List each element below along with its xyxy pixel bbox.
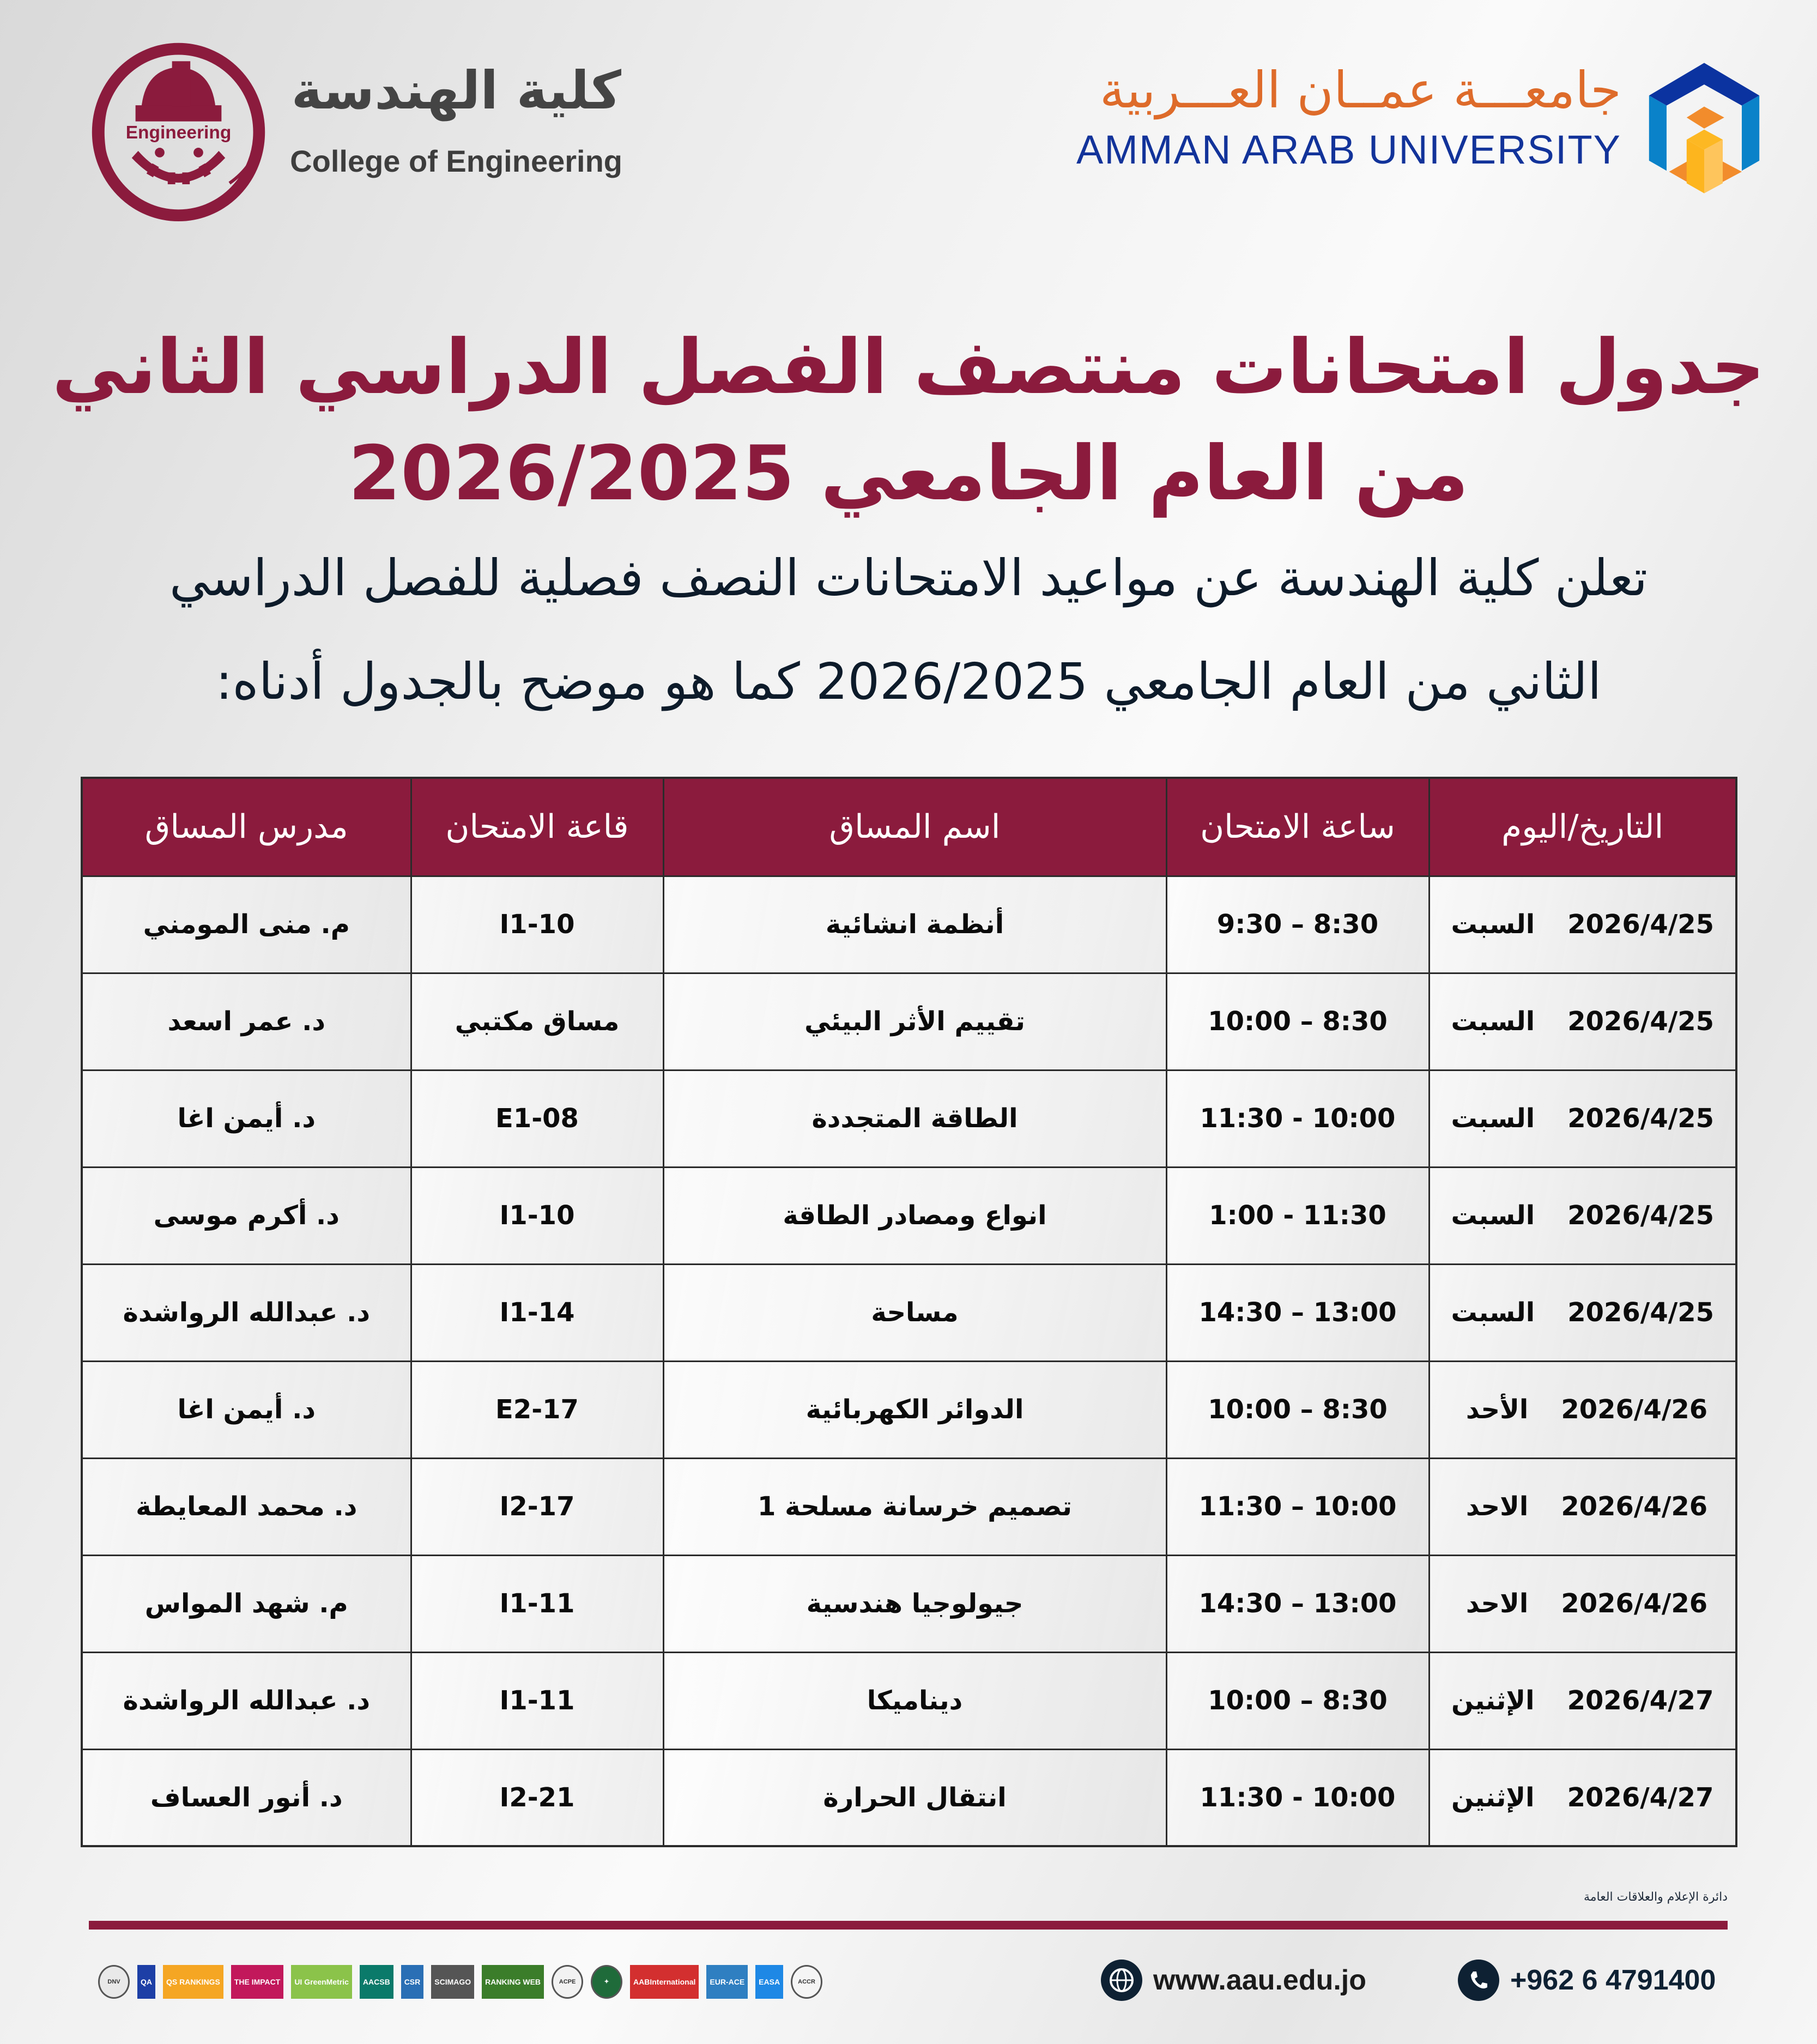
greenmetric-icon: UI GreenMetric — [291, 1965, 352, 1999]
cell-date-day — [1429, 973, 1736, 1070]
course-name: مساحة — [871, 1297, 959, 1328]
exam-room: E2-17 — [495, 1394, 579, 1425]
instructor-name: د. عبدالله الرواشدة — [123, 1297, 370, 1328]
table-row — [82, 1458, 1736, 1555]
cell-exam-room — [411, 1264, 663, 1361]
exam-room: I1-11 — [499, 1685, 575, 1716]
logo-engineering-label: Engineering — [125, 123, 232, 143]
cell-instructor — [82, 1458, 411, 1555]
exam-room: I1-14 — [499, 1297, 575, 1328]
exam-time: 14:30 – 13:00 — [1198, 1588, 1397, 1619]
cell-exam-room — [411, 1652, 663, 1749]
exam-date: 2026/4/25 — [1567, 1006, 1715, 1037]
table-row — [82, 1555, 1736, 1652]
qa-logo-icon: QA — [137, 1965, 155, 1999]
phone-icon — [1458, 1960, 1499, 2001]
course-name: ديناميكا — [867, 1685, 963, 1716]
exam-room: I2-17 — [499, 1491, 575, 1522]
cell-exam-time — [1166, 1070, 1429, 1167]
exam-date: 2026/4/25 — [1567, 909, 1715, 940]
accreditation-progress-icon: ACCR — [791, 1965, 822, 1999]
cell-exam-room — [411, 876, 663, 973]
aacsb-icon: AACSB — [360, 1965, 393, 1999]
college-name-english: College of Engineering — [290, 144, 622, 178]
university-name-english: AMMAN ARAB UNIVERSITY — [1076, 127, 1621, 172]
exam-date: 2026/4/25 — [1567, 1200, 1715, 1231]
cell-instructor — [82, 973, 411, 1070]
webometrics-icon: RANKING WEB — [482, 1965, 544, 1999]
cell-instructor — [82, 1361, 411, 1458]
instructor-name: د. أيمن اغا — [177, 1103, 316, 1134]
cell-exam-room — [411, 973, 663, 1070]
header-instructor: مدرس المساق — [82, 778, 411, 876]
islamic-seal-icon: ✦ — [591, 1965, 622, 1999]
cell-instructor — [82, 1749, 411, 1846]
cell-date-day — [1429, 1652, 1736, 1749]
exam-day: السبت — [1451, 1006, 1535, 1037]
course-name: انواع ومصادر الطاقة — [783, 1200, 1047, 1231]
exam-day: الأحد — [1465, 1394, 1529, 1425]
exam-day: السبت — [1451, 1297, 1535, 1328]
college-of-engineering-logo — [84, 35, 272, 223]
exam-time: 10:00 – 8:30 — [1208, 1006, 1388, 1037]
intro-text-line-1: تعلن كلية الهندسة عن مواعيد الامتحانات النصف فصلية للفصل الدراسي — [169, 549, 1648, 607]
qs-rankings-icon: QS RANKINGS — [163, 1965, 223, 1999]
instructor-name: د. أيمن اغا — [177, 1394, 316, 1425]
cell-exam-time — [1166, 1749, 1429, 1846]
acpe-icon: ACPE — [552, 1965, 583, 1999]
dnv-badge-icon: DNV — [98, 1965, 130, 1999]
course-name: الطاقة المتجددة — [811, 1103, 1018, 1134]
easa-icon: EASA — [755, 1965, 783, 1999]
exam-day: الإثنين — [1451, 1782, 1535, 1813]
cell-course-name — [663, 1652, 1166, 1749]
exam-time: 10:00 – 8:30 — [1208, 1394, 1388, 1425]
course-name: تقييم الأثر البيئي — [804, 1006, 1025, 1037]
cell-instructor — [82, 1652, 411, 1749]
exam-date: 2026/4/27 — [1567, 1782, 1714, 1813]
table-row — [82, 876, 1736, 973]
exam-room: I1-11 — [499, 1588, 575, 1619]
cell-course-name — [663, 973, 1166, 1070]
website-link[interactable]: www.aau.edu.jo — [1153, 1964, 1367, 1996]
exam-time: 14:30 – 13:00 — [1198, 1297, 1397, 1328]
the-impact-rankings-icon: THE IMPACT — [231, 1965, 284, 1999]
instructor-name: م. منى المومني — [143, 909, 350, 940]
exam-time: 11:30 – 10:00 — [1198, 1491, 1397, 1522]
exam-date: 2026/4/25 — [1567, 1103, 1715, 1134]
table-row — [82, 1264, 1736, 1361]
table-row — [82, 1167, 1736, 1264]
cell-course-name — [663, 1264, 1166, 1361]
cell-exam-time — [1166, 876, 1429, 973]
aab-international-icon: AABInternational — [630, 1965, 699, 1999]
exam-day: السبت — [1451, 1103, 1535, 1134]
exam-day: الاحد — [1465, 1588, 1529, 1619]
university-name-arabic: جامعـــة عمــان العـــربية — [1099, 61, 1621, 119]
phone-number[interactable]: +962 6 4791400 — [1510, 1964, 1716, 1996]
cell-course-name — [663, 1070, 1166, 1167]
globe-icon — [1101, 1960, 1142, 2001]
cell-instructor — [82, 1070, 411, 1167]
cell-date-day — [1429, 1167, 1736, 1264]
exam-room: E1-08 — [495, 1103, 579, 1134]
cell-exam-time — [1166, 1652, 1429, 1749]
cell-course-name — [663, 1555, 1166, 1652]
cell-exam-time — [1166, 1264, 1429, 1361]
exam-schedule-table — [81, 777, 1737, 1847]
cell-instructor — [82, 1167, 411, 1264]
exam-time: 11:30 - 10:00 — [1200, 1103, 1396, 1134]
instructor-name: د. أنور العساف — [150, 1782, 343, 1813]
exam-day: الاحد — [1465, 1491, 1529, 1522]
accreditation-logos — [98, 1956, 981, 2007]
instructor-name: د. عبدالله الرواشدة — [123, 1685, 370, 1716]
cell-exam-room — [411, 1555, 663, 1652]
instructor-name: م. شهد المواس — [144, 1588, 348, 1619]
header-date-day: التاريخ/اليوم — [1429, 778, 1736, 876]
cell-date-day — [1429, 1070, 1736, 1167]
table-header-row — [82, 778, 1736, 876]
exam-time: 9:30 – 8:30 — [1216, 909, 1379, 940]
exam-time: 10:00 – 8:30 — [1208, 1685, 1388, 1716]
cell-exam-time — [1166, 1555, 1429, 1652]
exam-room: مساق مكتبي — [455, 1006, 620, 1037]
course-name: أنظمة انشائية — [825, 909, 1004, 940]
instructor-name: د. أكرم موسى — [153, 1200, 340, 1231]
cell-exam-room — [411, 1070, 663, 1167]
exam-date: 2026/4/26 — [1561, 1491, 1708, 1522]
cell-course-name — [663, 876, 1166, 973]
cell-exam-room — [411, 1749, 663, 1846]
course-name: جيولوجيا هندسية — [806, 1588, 1023, 1619]
exam-time: 11:30 - 10:00 — [1200, 1782, 1396, 1813]
cell-date-day — [1429, 1458, 1736, 1555]
cell-date-day — [1429, 1555, 1736, 1652]
instructor-name: د. محمد المعايطة — [136, 1491, 358, 1522]
course-name: انتقال الحرارة — [823, 1782, 1007, 1813]
footer-divider — [89, 1921, 1728, 1930]
page-title-line-2: من العام الجامعي 2026/2025 — [348, 430, 1469, 517]
college-name-arabic: كلية الهندسة — [291, 60, 621, 121]
cell-exam-room — [411, 1361, 663, 1458]
cell-instructor — [82, 1555, 411, 1652]
cell-exam-time — [1166, 973, 1429, 1070]
exam-date: 2026/4/26 — [1561, 1588, 1708, 1619]
eur-ace-icon: EUR-ACE — [706, 1965, 748, 1999]
cell-exam-room — [411, 1458, 663, 1555]
header-exam-room: قاعة الامتحان — [411, 778, 663, 876]
table-row — [82, 1361, 1736, 1458]
header-exam-time: ساعة الامتحان — [1166, 778, 1429, 876]
cell-course-name — [663, 1458, 1166, 1555]
instructor-name: د. عمر اسعد — [167, 1006, 326, 1037]
exam-day: الإثنين — [1451, 1685, 1535, 1716]
cell-date-day — [1429, 1749, 1736, 1846]
exam-room: I1-10 — [499, 1200, 575, 1231]
cell-instructor — [82, 876, 411, 973]
exam-time: 1:00 - 11:30 — [1209, 1200, 1386, 1231]
phone-contact[interactable] — [1458, 1958, 1716, 2002]
cell-date-day — [1429, 1264, 1736, 1361]
pr-department-credit: دائرة الإعلام والعلاقات العامة — [1583, 1890, 1728, 1904]
cell-date-day — [1429, 1361, 1736, 1458]
scimago-icon: SCIMAGO — [431, 1965, 474, 1999]
amman-arab-university-logo — [1642, 55, 1767, 202]
cell-instructor — [82, 1264, 411, 1361]
exam-day: السبت — [1451, 1200, 1535, 1231]
cell-exam-time — [1166, 1361, 1429, 1458]
cell-exam-time — [1166, 1167, 1429, 1264]
course-name: تصميم خرسانة مسلحة 1 — [758, 1491, 1072, 1522]
cell-date-day — [1429, 876, 1736, 973]
cell-course-name — [663, 1167, 1166, 1264]
cell-exam-time — [1166, 1458, 1429, 1555]
exam-date: 2026/4/27 — [1567, 1685, 1714, 1716]
header-course-name: اسم المساق — [663, 778, 1166, 876]
exam-date: 2026/4/26 — [1561, 1394, 1708, 1425]
cell-course-name — [663, 1361, 1166, 1458]
csr-network-icon: CSR — [401, 1965, 424, 1999]
page-title-line-1: جدول امتحانات منتصف الفصل الدراسي الثاني — [52, 323, 1765, 411]
cell-course-name — [663, 1749, 1166, 1846]
exam-room: I1-10 — [499, 909, 575, 940]
intro-text-line-2: الثاني من العام الجامعي 2026/2025 كما هو موضح بالجدول أدناه: — [215, 652, 1602, 711]
exam-room: I2-21 — [499, 1782, 575, 1813]
table-row — [82, 1749, 1736, 1846]
exam-date: 2026/4/25 — [1567, 1297, 1715, 1328]
cell-exam-room — [411, 1167, 663, 1264]
table-row — [82, 973, 1736, 1070]
course-name: الدوائر الكهربائية — [805, 1394, 1024, 1425]
table-row — [82, 1652, 1736, 1749]
exam-day: السبت — [1451, 909, 1535, 940]
table-row — [82, 1070, 1736, 1167]
website-contact[interactable] — [1101, 1958, 1366, 2002]
